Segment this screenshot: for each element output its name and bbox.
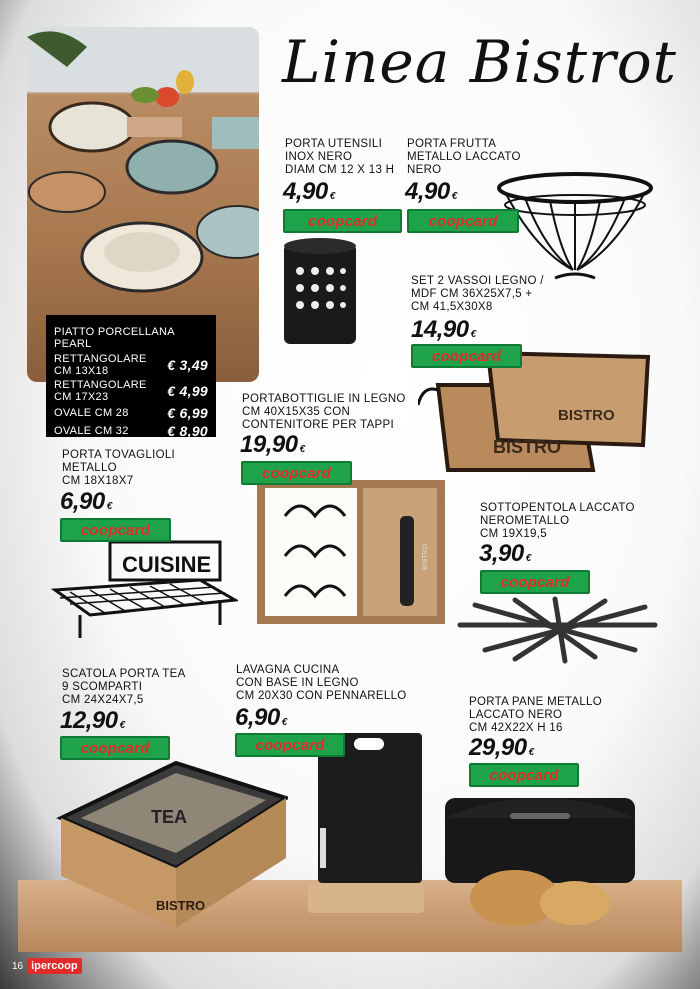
product-description-porta-frutta: PORTA FRUTTA METALLO LACCATO NERO: [407, 138, 521, 176]
page-number: 16: [12, 960, 24, 972]
price-box-row-price: € 6,99: [167, 405, 208, 421]
price-value: 3,90: [479, 540, 524, 567]
footer: [12, 958, 82, 974]
napkin-holder-image: [50, 540, 238, 640]
wine-rack-image: [255, 476, 447, 628]
product-price-porta-pane: [469, 734, 534, 762]
coopcard-badge-portabottiglie: [241, 461, 352, 485]
product-description-tea: SCATOLA PORTA TEA 9 SCOMPARTI CM 24X24X7,5: [62, 668, 186, 706]
bread-box-image: [440, 778, 640, 928]
price-box-row-label: RETTANGOLARE CM 17X23: [54, 379, 147, 403]
product-description-sottopentola: SOTTOPENTOLA LACCATO NEROMETALLO CM 19X19,5: [480, 502, 635, 540]
tray-print: BISTRO: [558, 407, 615, 424]
coopcard-badge-tea: [60, 736, 170, 760]
utensil-holder-image: [280, 236, 360, 348]
ipercoop-logo: ipercoop: [27, 958, 81, 974]
price-box-row: [54, 423, 208, 439]
product-description-vassoi: SET 2 VASSOI LEGNO / MDF CM 36X25X7,5 + CM 41,5X30X8: [411, 275, 544, 313]
hero-price-box: [46, 315, 216, 437]
price-box-row-label: RETTANGOLARE CM 13X18: [54, 353, 147, 377]
coopcard-label: coopcard: [500, 573, 570, 591]
product-price-vassoi: [411, 316, 476, 344]
price-value: 29,90: [469, 734, 527, 761]
currency-symbol: €: [329, 191, 335, 202]
coopcard-badge-vassoi: [411, 344, 522, 368]
price-box-row-price: € 3,49: [167, 357, 208, 373]
price-value: 6,90: [60, 488, 105, 515]
coopcard-badge-porta-pane: [469, 763, 579, 787]
currency-symbol: €: [119, 720, 125, 731]
coopcard-badge-porta-utensili: [283, 209, 402, 233]
coopcard-label: coopcard: [261, 464, 332, 482]
product-price-portabottiglie: [240, 431, 305, 459]
product-price-tea: [60, 707, 125, 735]
price-value: 4,90: [283, 178, 328, 205]
currency-symbol: €: [470, 329, 476, 340]
coopcard-badge-porta-frutta: [407, 209, 519, 233]
coopcard-label: coopcard: [80, 739, 150, 757]
currency-symbol: €: [525, 553, 531, 564]
fruit-basket-image: [495, 170, 655, 286]
product-price-porta-utensili: [283, 178, 335, 206]
price-box-row: [54, 405, 208, 421]
wine-bottle-label: BISTRO: [422, 543, 429, 570]
price-box-title: PIATTO PORCELLANA PEARL: [54, 326, 175, 350]
product-description-porta-pane: PORTA PANE METALLO LACCATO NERO CM 42X22X H 16: [469, 696, 603, 734]
tea-box-lid-text: TEA: [151, 807, 187, 827]
price-box-row: [54, 379, 208, 403]
price-box-row-label: OVALE CM 28: [54, 407, 129, 419]
coopcard-badge-lavagna: [235, 733, 345, 757]
coopcard-badge-tovaglioli: [60, 518, 171, 542]
currency-symbol: €: [281, 717, 287, 728]
napkin-holder-print: CUISINE: [122, 552, 212, 577]
coopcard-label: coopcard: [255, 736, 325, 754]
trivet-image: [455, 595, 667, 665]
price-value: 19,90: [240, 431, 298, 458]
price-box-row-label: OVALE CM 32: [54, 425, 129, 437]
tea-box-image: [56, 758, 288, 930]
currency-symbol: €: [106, 501, 112, 512]
product-price-lavagna: [235, 704, 287, 732]
currency-symbol: €: [528, 747, 534, 758]
price-value: 12,90: [60, 707, 118, 734]
currency-symbol: €: [299, 444, 305, 455]
price-box-row: [54, 353, 208, 377]
currency-symbol: €: [451, 191, 457, 202]
product-price-tovaglioli: [60, 488, 112, 516]
coopcard-label: coopcard: [80, 521, 151, 539]
product-description-tovaglioli: PORTA TOVAGLIOLI METALLO CM 18X18X7: [62, 449, 176, 487]
product-price-sottopentola: [479, 540, 531, 568]
coopcard-badge-sottopentola: [480, 570, 590, 594]
coopcard-label: coopcard: [307, 212, 378, 230]
product-description-porta-utensili: PORTA UTENSILI INOX NERO DIAM CM 12 X 13 H: [285, 138, 395, 176]
price-value: 4,90: [405, 178, 450, 205]
price-value: 14,90: [411, 316, 469, 343]
coopcard-label: coopcard: [489, 766, 559, 784]
coopcard-label: coopcard: [428, 212, 498, 230]
product-description-portabottiglie: PORTABOTTIGLIE IN LEGNO CM 40X15X35 CON CONTENITORE PER TAPPI: [242, 393, 406, 431]
price-box-row-price: € 8,90: [167, 423, 208, 439]
page-title: Linea Bistrot: [282, 28, 677, 96]
price-value: 6,90: [235, 704, 280, 731]
price-box-row-price: € 4,99: [167, 383, 208, 399]
product-price-porta-frutta: [405, 178, 457, 206]
product-description-lavagna: LAVAGNA CUCINA CON BASE IN LEGNO CM 20X30 CON PENNARELLO: [236, 664, 407, 702]
tea-box-brand: BISTRO: [156, 898, 206, 913]
tray-print-lower: BISTRO: [493, 437, 562, 457]
coopcard-label: coopcard: [431, 347, 502, 365]
